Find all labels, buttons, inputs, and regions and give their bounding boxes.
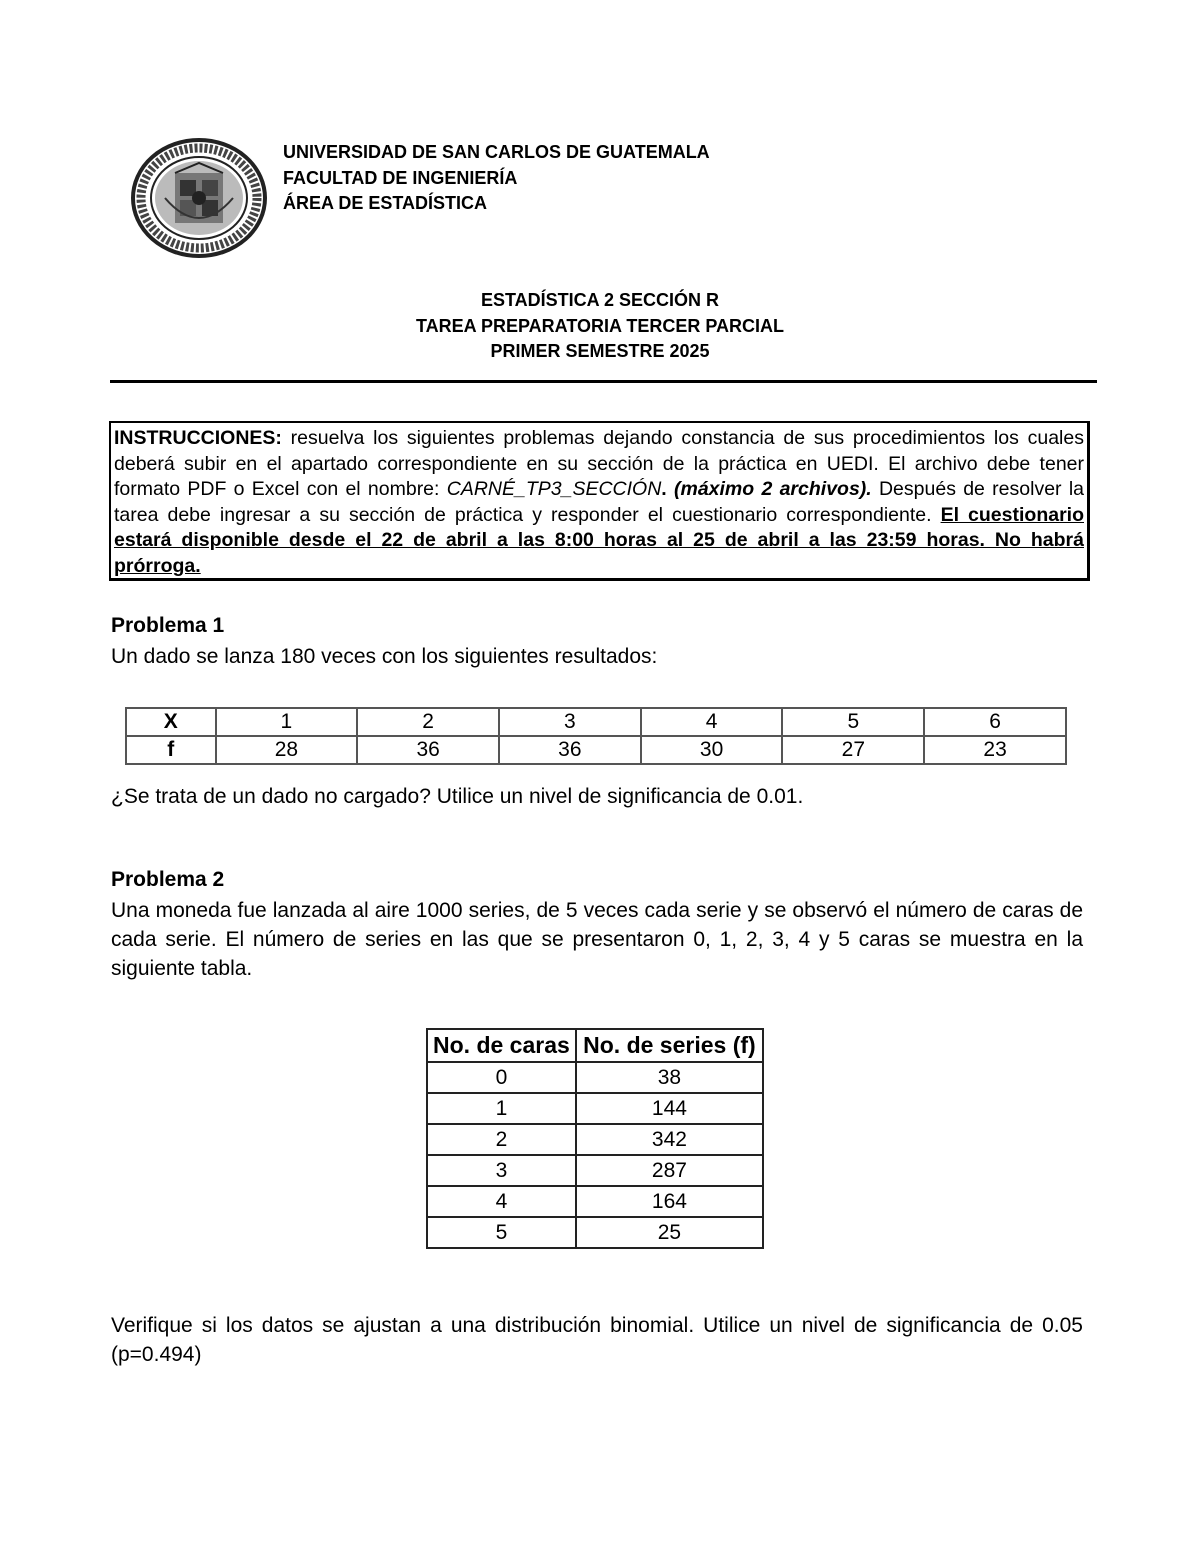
deadline-note: El cuestionario estará disponible desde el 22 de abril a las 8:00 horas al 25 de abril a las 23:59 horas. No habrá prórroga.: [114, 503, 1084, 577]
faculty-name: FACULTAD DE INGENIERÍA: [283, 167, 518, 188]
die-results-table: [125, 707, 1067, 765]
table-header-row: [427, 1029, 763, 1062]
table-cell: 25: [576, 1217, 763, 1248]
assignment-title: TAREA PREPARATORIA TERCER PARCIAL: [415, 315, 784, 336]
table-cell: 342: [576, 1124, 763, 1155]
problem-2-statement: Una moneda fue lanzada al aire 1000 series, de 5 veces cada serie y se observó el número de caras de cada serie. El número de series en las que se presentaron 0, 1, 2, 3, 4 y 5 caras se muestra en la siguiente tabla.: [111, 899, 1083, 980]
table-cell: 1: [427, 1093, 576, 1124]
problem-2-title: Problema 2: [111, 868, 225, 891]
problem-1-statement: Un dado se lanza 180 veces con los siguientes resultados:: [111, 645, 658, 668]
instructions-label: INSTRUCCIONES:: [114, 427, 282, 449]
column-header: No. de series (f): [576, 1029, 763, 1062]
table-cell: 38: [576, 1062, 763, 1093]
table-cell: 36: [499, 736, 641, 764]
table-cell: 3: [499, 708, 641, 736]
table-row: [427, 1062, 763, 1093]
table-cell: 2: [427, 1124, 576, 1155]
table-cell: 5: [427, 1217, 576, 1248]
table-cell: 3: [427, 1155, 576, 1186]
row-label-f: f: [126, 736, 216, 764]
table-row: [427, 1124, 763, 1155]
institution-header: [283, 140, 710, 217]
table-row: [126, 736, 1066, 764]
table-cell: 2: [357, 708, 499, 736]
table-row: [427, 1093, 763, 1124]
semester-title: PRIMER SEMESTRE 2025: [490, 341, 710, 361]
table-cell: 36: [357, 736, 499, 764]
horizontal-divider: [110, 380, 1097, 383]
table-cell: 23: [924, 736, 1066, 764]
instructions-text-2: Después de resolver la tarea debe ingresar a su sección de práctica y responder el cuestionario correspondiente.: [114, 478, 1084, 526]
table-row: [427, 1186, 763, 1217]
document-title: [0, 288, 1200, 365]
row-label-x: X: [126, 708, 216, 736]
table-cell: 27: [782, 736, 924, 764]
table-row: [427, 1155, 763, 1186]
table-cell: 0: [427, 1062, 576, 1093]
table-cell: 4: [641, 708, 783, 736]
table-row: [427, 1217, 763, 1248]
table-cell: 1: [216, 708, 358, 736]
instructions-text: resuelva los siguientes problemas dejando constancia de sus procedimientos los cuales deberá subir en el apartado correspondiente en su sección de la práctica en UEDI. El archivo debe tener formato PDF o Excel con el nombre:: [114, 427, 1084, 501]
area-name: ÁREA DE ESTADÍSTICA: [283, 193, 488, 213]
max-files-note: (máximo 2 archivos).: [666, 478, 872, 501]
problem-1-question: ¿Se trata de un dado no cargado? Utilice un nivel de significancia de 0.01.: [111, 785, 804, 808]
table-cell: 6: [924, 708, 1066, 736]
table-cell: 28: [216, 736, 358, 764]
problem-2-question: Verifique si los datos se ajustan a una distribución binomial. Utilice un nivel de significancia de 0.05 (p=0.494): [111, 1314, 1083, 1366]
table-cell: 30: [641, 736, 783, 764]
filename-format: CARNÉ_TP3_SECCIÓN: [446, 478, 662, 501]
problem-1-title: Problema 1: [111, 614, 225, 637]
table-cell: 5: [782, 708, 924, 736]
table-cell: 4: [427, 1186, 576, 1217]
column-header: No. de caras: [427, 1029, 576, 1062]
instructions-dot: .: [661, 478, 667, 501]
table-cell: 287: [576, 1155, 763, 1186]
table-cell: 144: [576, 1093, 763, 1124]
course-title: ESTADÍSTICA 2 SECCIÓN R: [480, 290, 720, 310]
university-seal-icon: [130, 138, 268, 258]
coin-series-table: [426, 1028, 764, 1249]
instructions-box: [109, 421, 1090, 581]
table-row: [126, 708, 1066, 736]
university-name: UNIVERSIDAD DE SAN CARLOS DE GUATEMALA: [283, 142, 710, 162]
table-cell: 164: [576, 1186, 763, 1217]
